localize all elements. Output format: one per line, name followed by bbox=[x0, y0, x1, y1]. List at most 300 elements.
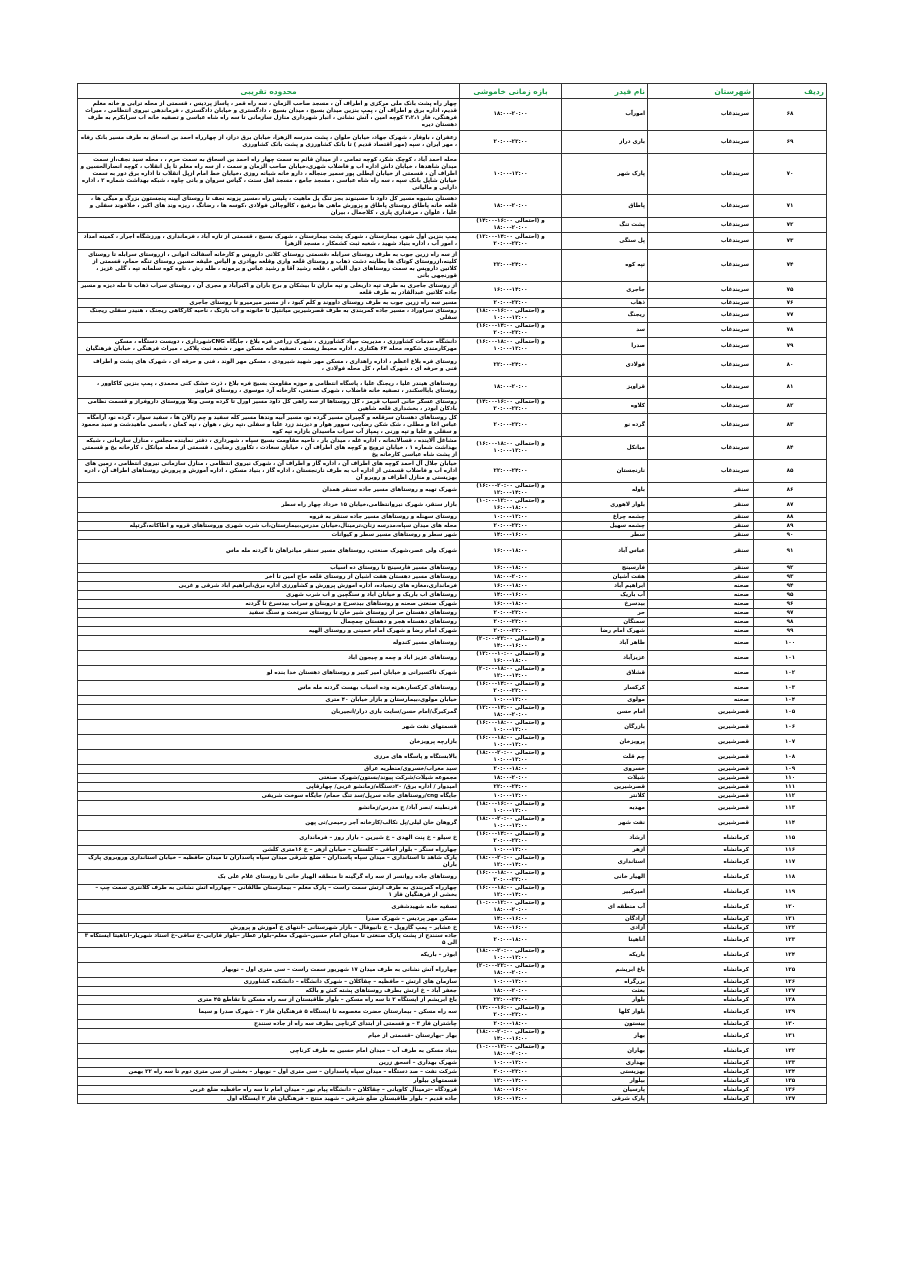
outage-time-cell: (احتمالی ۲۰:۰۰-۱۸:۰۰) و ۱۴:۰۰-۱۲:۰۰ bbox=[460, 855, 562, 870]
table-row bbox=[78, 540, 827, 564]
table-row bbox=[78, 299, 827, 308]
feeder-cell: میانکل bbox=[562, 437, 648, 460]
feeder-cell: قراویز bbox=[562, 377, 648, 399]
feeder-cell: ازهر bbox=[562, 846, 648, 855]
area-cell: روستاهای مسیر کندوله bbox=[78, 636, 460, 651]
row-number: ۷۱ bbox=[754, 195, 827, 218]
area-cell: باغ ابریشم از ایستگاه ۲ تا سه راه مسکن – بلوار طاقبستان از سه راه مسکن تا تقاطع ۴۵ متری bbox=[78, 996, 460, 1005]
table-row bbox=[78, 513, 827, 522]
feeder-cell: پارک شهر bbox=[562, 154, 648, 195]
area-cell: سه راه مسکن – بیمارستان حضرت معصومه تا ایستگاه ۵ فرهنگیان فاز ۲ – شهرک صدرا و سیما bbox=[78, 1005, 460, 1020]
table-row bbox=[78, 323, 827, 338]
table-row bbox=[78, 1095, 827, 1104]
city-cell: سربندغاب bbox=[648, 282, 754, 299]
outage-time-cell: ۲۰:۰۰-۱۸:۰۰ bbox=[460, 1020, 562, 1029]
outage-time-cell: ۲۰:۰۰-۲۲:۰۰ bbox=[460, 414, 562, 437]
outage-time-cell: ۱۶:۰۰-۱۸:۰۰ bbox=[460, 540, 562, 564]
table-row bbox=[78, 765, 827, 774]
table-row bbox=[78, 1005, 827, 1020]
area-cell: از سه راه زرین جوب به طرف روستای سرابله ،قسمتی روستای کلانی داروپس و کارخانه آسفالت انوانی ، ازروستای سرابله تا روستای کلینه،ازروستای کوتاک ها بطاینه دشت ذهاب و روستای قلعه واری وقلعه بهادری و الیاس خلیفه حسین روستای تنگه حمام، قسمتی از کلاتین داروپس به سمت روستاهای دول الیاس ، قلعه رشید آقا و رشید عباس و برمونه ، طله رش ، تاوه کوه سلمانه تپه ، گلی غزیز ، قورنجهی بانی bbox=[78, 250, 460, 282]
row-number: ۱۲۰ bbox=[754, 900, 827, 915]
outage-time-cell: (احتمالی ۱۴:۰۰-۱۶:۰۰) و ۲۲:۰۰-۲۰:۰۰ bbox=[460, 323, 562, 338]
feeder-cell: آزادی bbox=[562, 924, 648, 933]
row-number: ۱۳۵ bbox=[754, 1077, 827, 1086]
row-number: ۹۸ bbox=[754, 618, 827, 627]
area-cell: شرکت نفت – صد دستگاه – میدان سپاه پاسداران – سی متری اول – نوبهار – بخشی از سی متری دوم تا سه راه ۲۲ بهمن bbox=[78, 1068, 460, 1077]
row-number: ۹۰ bbox=[754, 531, 827, 540]
outage-time-cell: (احتمالی ۱۸:۰۰-۱۶:۰۰) و ۱۴:۰۰-۱۲:۰۰ bbox=[460, 885, 562, 900]
row-number: ۸۸ bbox=[754, 513, 827, 522]
city-cell: کرمانشاه bbox=[648, 978, 754, 987]
city-cell: قصرشیرین bbox=[648, 774, 754, 783]
table-row bbox=[78, 582, 827, 591]
area-cell: محله احمد آباد ، کوچک شکر، کوچه تمامی ، از میدان قائم به سمت چهار راه احمد بن اسحاق به سمت حرم ، ، محله سید نجف،از سمت میدان شاهدها ، خیابان داش اداره اب و فاضلاب شهری،خیابان صاحب الزمان و سمت ، از سه راه معلم تا پل انقلاب ، کوچه انصارالحسین و اطراف آن ، قسمتی از خیابان ایطلی پور سمیر جنجاله ، دارو خانه شبانه روزی ،خیابان خط امام ازپل انقلاب تا اداره برق دور به سمت خیابان شاپل بانک سپه ، سه راه شاه عباسی ، مسجد جامع ، مسجد اهل سنت ، گیاس سروان و بانی چاوه ، شبکه بهداشت شماره ۲ ، اداره دارایی و مالیاتی bbox=[78, 154, 460, 195]
row-number: ۱۱۶ bbox=[754, 846, 827, 855]
row-number: ۱۲۶ bbox=[754, 978, 827, 987]
outage-time-cell: ۱۰:۰۰-۱۲:۰۰ bbox=[460, 978, 562, 987]
feeder-cell: آب منطقه ای bbox=[562, 900, 648, 915]
outage-time-cell: ۱۴:۰۰-۱۶:۰۰ bbox=[460, 531, 562, 540]
row-number: ۹۶ bbox=[754, 600, 827, 609]
feeder-cell: طاهر آباد bbox=[562, 636, 648, 651]
area-cell: شهرک تاکسیرانی و خیابان امیر کبیر و روستاهای دهستان خدا بنده لو bbox=[78, 666, 460, 681]
outage-time-cell: ۱۶:۰۰-۱۸:۰۰ bbox=[460, 600, 562, 609]
table-row bbox=[78, 414, 827, 437]
outage-time-cell: (احتمالی ۱۲:۰۰-۱۰:۰۰) و ۲۰:۰۰-۱۸:۰۰ bbox=[460, 1044, 562, 1059]
table-row bbox=[78, 99, 827, 131]
table-header bbox=[78, 84, 827, 99]
outage-time-cell: ۱۸:۰۰-۱۶:۰۰ bbox=[460, 1086, 562, 1095]
feeder-cell: پارسیان bbox=[562, 1086, 648, 1095]
area-cell: تصفیه خانه شهیدشفری bbox=[78, 900, 460, 915]
city-cell: قصرشیرین bbox=[648, 801, 754, 816]
feeder-cell: الهیار خانی bbox=[562, 870, 648, 885]
area-cell: مسکن مهر پردیس – شهرک صدرا bbox=[78, 915, 460, 924]
outage-time-cell: (احتمالی ۱۸:۰۰-۲۰:۰۰) و ۱۴:۰۰-۱۲:۰۰ bbox=[460, 666, 562, 681]
feeder-cell: بیدسرخ bbox=[562, 600, 648, 609]
outage-time-cell: ۲۰:۰۰-۲۲:۰۰ bbox=[460, 522, 562, 531]
row-number: ۷۳ bbox=[754, 233, 827, 250]
area-cell: سازمان های ارتش – حافظیه – چقاکلان – شهرک دانشگاه – دانشکده کشاورزی bbox=[78, 978, 460, 987]
city-cell: سنقر bbox=[648, 513, 754, 522]
table-row bbox=[78, 154, 827, 195]
area-cell: زعفران ، باوفار ، شهرک جهاد، خیابان حلوان ، پشت مدرسه الزهرا، خیابان برق دراز، از چهارراه احمد بن اسحاق به طرف مسیر بانک رفاه ، مهر ایران ، سپه (مهر اقتصاد قدیم ) تا بانک کشاورزی و پشت بانک کشاورزی bbox=[78, 131, 460, 154]
feeder-cell: کلانتر bbox=[562, 792, 648, 801]
area-cell: کل روستاهای دهستان سرقلعه و گچیران مسیر گرده نو، مسیر آبیه وندها مسیر کله سفید و چم زالان ها ، سفید سوار ، گرده نو، آرامگاه عباس اغا و مطلی ، شک شکن رضایی، سوور هوار و دیزبند زرد علیا و سفلی ،تپه رش ، هوان ، تپه کمان ، یاسمی ماهیدشت و سید محمود و سفلی و علیا و تپه ورنی ، پمپاژ آب سراب ماسیدان بازاره تپه کوه bbox=[78, 414, 460, 437]
area-cell: شهرک امام رضا و شهرک امام خمینی و روستای الهیه bbox=[78, 627, 460, 636]
area-cell: فرنطینه /نصر آباد/ ج مدرس/زمانشو bbox=[78, 801, 460, 816]
feeder-cell: عباس آباد bbox=[562, 540, 648, 564]
row-number: ۸۶ bbox=[754, 483, 827, 498]
outage-time-cell: ۱۸:۰۰-۲۰:۰۰ bbox=[460, 573, 562, 582]
table-row bbox=[78, 1020, 827, 1029]
city-cell: سربندغاب bbox=[648, 233, 754, 250]
row-number: ۱۰۱ bbox=[754, 651, 827, 666]
area-cell: بازار سنقر، شهرک نیروانتظامی،خیابان ۱۵ خرداد چهار راه سطر bbox=[78, 498, 460, 513]
area-cell: روستاهای دهستاه هجر و دهستان چمچمال bbox=[78, 618, 460, 627]
area-cell: محله های میدان سپاه،مدرسه زنان،ترمینال،خیابان مدرس،بیمارستان،اب شرب شهری وروستاهای قروه و اطاکانه،گرتپله bbox=[78, 522, 460, 531]
city-cell: سربندغاب bbox=[648, 308, 754, 323]
outage-time-cell: ۲۲:۰۰-۲۴:۰۰ bbox=[460, 996, 562, 1005]
table-row bbox=[78, 618, 827, 627]
row-number: ۷۰ bbox=[754, 154, 827, 195]
feeder-cell: مولوی bbox=[562, 696, 648, 705]
city-cell: صحنه bbox=[648, 696, 754, 705]
area-cell: شهرک ولی عصر،شهرک صنعتی، روستاهای مسیر سنقر میانراهان تا گردنه مله ماس bbox=[78, 540, 460, 564]
row-number: ۱۲۷ bbox=[754, 987, 827, 996]
outage-time-cell: ۲۰:۰۰-۲۲:۰۰ bbox=[460, 618, 562, 627]
city-cell: کرمانشاه bbox=[648, 900, 754, 915]
table-row bbox=[78, 1077, 827, 1086]
table-row bbox=[78, 1059, 827, 1068]
area-cell bbox=[78, 218, 460, 233]
feeder-cell: خسروی bbox=[562, 765, 648, 774]
feeder-cell: بهداری bbox=[562, 1059, 648, 1068]
city-cell: کرمانشاه bbox=[648, 870, 754, 885]
city-cell: صحنه bbox=[648, 666, 754, 681]
city-cell: کرمانشاه bbox=[648, 996, 754, 1005]
city-cell: سربندغاب bbox=[648, 154, 754, 195]
table-row bbox=[78, 531, 827, 540]
row-number: ۱۱۴ bbox=[754, 816, 827, 831]
feeder-cell: شهرک امام رضا bbox=[562, 627, 648, 636]
area-cell: دانشگاه خدمات کشاورزی ، مدیریت جهاد کشاورزی ، شهرک زراعی فره بلاغ ، جایگاه CNGشهرداری ، دویست دستگاه ، مسکن مهرکارمندی شکوه، محله ۶۴ هکتاری ، اداره محیط زیست ، تصفیه خانه مسکن مهر ، شعبه ثبت پلاکی ، میراث فرهنگی ، خیابان فرهنگیان bbox=[78, 338, 460, 355]
row-number: ۱۰۵ bbox=[754, 705, 827, 720]
city-cell: سنقر bbox=[648, 498, 754, 513]
table-body bbox=[78, 99, 827, 1104]
area-cell: قسمتهای نفت شهر bbox=[78, 720, 460, 735]
feeder-cell: فارسینج bbox=[562, 564, 648, 573]
feeder-cell: سد bbox=[562, 323, 648, 338]
feeder-cell: باغ ابریشم bbox=[562, 963, 648, 978]
city-cell: کرمانشاه bbox=[648, 1068, 754, 1077]
row-number: ۹۴ bbox=[754, 582, 827, 591]
outage-time-cell: (احتمالی ۲۰:۰۰-۱۸:۰۰) و ۱۲:۰۰-۱۰:۰۰ bbox=[460, 750, 562, 765]
row-number: ۱۱۰ bbox=[754, 774, 827, 783]
city-cell: سربندغاب bbox=[648, 131, 754, 154]
feeder-cell: کلاوه bbox=[562, 399, 648, 414]
feeder-cell: بلوار کلها bbox=[562, 1005, 648, 1020]
area-cell: روستاهای جاده روانسر از سه راه گرگینه تا منطقه الهیار خانی تا روستای غلام علی بک bbox=[78, 870, 460, 885]
row-number: ۷۲ bbox=[754, 218, 827, 233]
table-row bbox=[78, 573, 827, 582]
table-row bbox=[78, 218, 827, 233]
area-cell: از روستای جاجری به طرف تپه داربعلی و تپه ماران تا بیشکان و برج باران و اکبرآباد و مجری آن ، روستای سراب ذهاب تا مله دیزه و مسیر جاده کلاتین عبدالقادر به طرف قلعه bbox=[78, 282, 460, 299]
table-row bbox=[78, 792, 827, 801]
area-cell: روستاهای هیندر علیا ، ریجنگ علیا ، پاسگاه انتظامی و حوزه مقاومت بسیج فره بلاغ ، ذرت خشک کنی محمدی ، پمپ بنزین کاکاوور ، روستای بابااسکندر ، تصفیه خانه فاضلاب ، شهرک صنعتی، کارخانه آرد موسوی ، روستای قراویز bbox=[78, 377, 460, 399]
outage-time-cell: (احتمالی ۱۶:۰۰-۱۸:۰۰) و ۱۲:۰۰-۱۰:۰۰ bbox=[460, 801, 562, 816]
outage-time-cell: ۱۰:۰۰-۱۲:۰۰ bbox=[460, 846, 562, 855]
row-number: ۱۰۸ bbox=[754, 750, 827, 765]
area-cell: چهار راه پشت بانک ملی مرکزی و اطراف آن ، مسجد صاحب الزمان ، سه راه قمر ، پاساژ پردیس ، قسمتی از محله ترابی و خانه معلم قدیم، اداره برق و اطراف آن ، پمپ بنزین میدان بسیج ، میدان بسیج ، دادگستری و خیابان دادگستری ، فرماندهی نیروی انتظامی ، میراث فرهنگی، فاز ۳،۲،۱ کوچه امین ، آتش نشانی ، انبار شهرداری منازل سازمانی تا سه راه شاه عباسی و تصفیه خانه اب سرابکرم به طرف دهستان دیره bbox=[78, 99, 460, 131]
outage-time-cell: ۱۸:۰۰-۲۰:۰۰ bbox=[460, 377, 562, 399]
outage-time-cell: ۱۲:۰۰-۱۴:۰۰ bbox=[460, 1077, 562, 1086]
row-number: ۱۱۱ bbox=[754, 783, 827, 792]
outage-time-cell: (احتمالی ۱۶:۰۰-۱۸:۰۰) و ۱۲:۰۰-۱۰:۰۰ bbox=[460, 308, 562, 323]
outage-time-cell: ۱۰:۰۰-۱۲:۰۰ bbox=[460, 513, 562, 522]
outage-time-cell: ۱۴:۰۰-۱۶:۰۰ bbox=[460, 915, 562, 924]
city-cell: قصرشیرین bbox=[648, 792, 754, 801]
table-row bbox=[78, 195, 827, 218]
area-cell: شهرک بهداری – اسحق زرین bbox=[78, 1059, 460, 1068]
city-cell: صحنه bbox=[648, 582, 754, 591]
area-cell: شهرک صنعتی صحنه و روستاهای بیدسرخ و دروبنان و سراب بیدسرخ تا گردنه bbox=[78, 600, 460, 609]
city-cell: صحنه bbox=[648, 681, 754, 696]
area-cell: بالابستگاه و پاسگاه های مرزی bbox=[78, 750, 460, 765]
feeder-cell: آناهیتا bbox=[562, 933, 648, 948]
city-cell: سربندغاب bbox=[648, 460, 754, 483]
outage-time-cell: (احتمالی ۱۶:۰۰-۱۴:۰۰) و ۲۰:۰۰-۱۸:۰۰ bbox=[460, 218, 562, 233]
area-cell: شهر سطر و روستاهای مسیر سطر و کیوانات bbox=[78, 531, 460, 540]
outage-table bbox=[77, 83, 827, 1104]
area-cell: روستاهای عزیز اباد و چمه و چیجون اباد bbox=[78, 651, 460, 666]
area-cell: روستای سهنله و روستاهای مسیر جاده سنقر به قروه bbox=[78, 513, 460, 522]
row-number: ۱۱۳ bbox=[754, 801, 827, 816]
feeder-cell: آب باریک bbox=[562, 591, 648, 600]
feeder-cell: چم قلت bbox=[562, 750, 648, 765]
area-cell: خیابان جلال آل احمد کوچه های اطراف آن ، اداره گاز و اطراف آن ، شهرک نیروی انتظامی ، منازل سازمانی نیروی انتظامی ، زمین های اداره اب و فاضلاب قسمتی از اداره اب به طرف نارنجستان ، اداره گاز ، بنیاد مسکن ، اداره آموزش و پرورش روستاهای اطراف آن ، ادره بهزیستی و منازل اطراف و روبرو آن bbox=[78, 460, 460, 483]
outage-time-cell: ۲۲:۰۰-۲۴:۰۰ bbox=[460, 250, 562, 282]
table-row bbox=[78, 846, 827, 855]
header-row-number: ردیف bbox=[754, 84, 827, 99]
outage-time-cell: (احتمالی ۱۸:۰۰-۱۶:۰۰) و ۱۲:۰۰-۱۰:۰۰ bbox=[460, 735, 562, 750]
outage-time-cell: ۱۴:۰۰-۱۶:۰۰ bbox=[460, 591, 562, 600]
row-number: ۱۱۲ bbox=[754, 792, 827, 801]
feeder-cell: سطر bbox=[562, 531, 648, 540]
table-row bbox=[78, 948, 827, 963]
feeder-cell: بزرگراه bbox=[562, 978, 648, 987]
outage-time-cell: ۱۶:۰۰-۱۴:۰۰ bbox=[460, 282, 562, 299]
city-cell: صحنه bbox=[648, 591, 754, 600]
city-cell: سربندغاب bbox=[648, 437, 754, 460]
row-number: ۸۱ bbox=[754, 377, 827, 399]
row-number: ۱۱۷ bbox=[754, 855, 827, 870]
city-cell: کرمانشاه bbox=[648, 1029, 754, 1044]
area-cell: خ سیلو – خ پنت الهدی – خ شیرین – بازار روز – فرمانداری bbox=[78, 831, 460, 846]
table-row bbox=[78, 720, 827, 735]
feeder-cell: سمنگان bbox=[562, 618, 648, 627]
feeder-cell: امورآب bbox=[562, 99, 648, 131]
row-number: ۹۱ bbox=[754, 540, 827, 564]
area-cell: چهارراه کمربندی به طرف ارتش سمت راست – پارک معلم – بیمارستان طالقانی – چهارراه آتش نشانی به طرف کلانتری سمت چپ – بخشی از فرهنگیان فاز ۱ bbox=[78, 885, 460, 900]
table-row bbox=[78, 963, 827, 978]
city-cell: کرمانشاه bbox=[648, 831, 754, 846]
outage-time-cell: (احتمالی ۲۲:۰۰-۲۰:۰۰) و ۱۶:۰۰-۱۴:۰۰ bbox=[460, 636, 562, 651]
row-number: ۱۲۸ bbox=[754, 996, 827, 1005]
outage-time-cell: ۲۰:۰۰-۱۸:۰۰ bbox=[460, 765, 562, 774]
table-row bbox=[78, 681, 827, 696]
city-cell: سنقر bbox=[648, 564, 754, 573]
row-number: ۸۹ bbox=[754, 522, 827, 531]
header-city: شهرستان bbox=[648, 84, 754, 99]
feeder-cell: بیلوار bbox=[562, 1077, 648, 1086]
area-cell: مجموعه شیلات/شرکت پیوند/بستون/شهرک صنعتی bbox=[78, 774, 460, 783]
outage-time-cell: (احتمالی ۱۴:۰۰-۱۶:۰۰) و ۲۲:۰۰-۲۰:۰۰ bbox=[460, 681, 562, 696]
table-row bbox=[78, 774, 827, 783]
feeder-cell: پارک شرقی bbox=[562, 1095, 648, 1104]
table-row bbox=[78, 233, 827, 250]
city-cell: سربندغاب bbox=[648, 377, 754, 399]
area-cell: بنیاد مسکن به طرف آب – میدان امام حسین به طرف کرناچی bbox=[78, 1044, 460, 1059]
area-cell: گمرکبرگ/امام حسن/سایت بازی درار/انجیربان bbox=[78, 705, 460, 720]
feeder-cell: صدرا bbox=[562, 338, 648, 355]
area-cell: امیدوار / اداره برق/ ۳۰دستگاه/زمانشو غربی/ چهارقاپی bbox=[78, 783, 460, 792]
area-cell: ابوذر – باریکه bbox=[78, 948, 460, 963]
city-cell: کرمانشاه bbox=[648, 915, 754, 924]
row-number: ۱۲۴ bbox=[754, 948, 827, 963]
area-cell: روستای سراوراد ، مسیر جاده کمربندی به طرف قصرشیرین میانتپل تا خانونه و اب بارنگ ، ناحیه کارگاهی ریجنگ ، هنیدر سفلی ریجنگ سفلی bbox=[78, 308, 460, 323]
area-cell: شهرک تهیه و روستاهای مسیر جاده سنقر همدان bbox=[78, 483, 460, 498]
table-row bbox=[78, 591, 827, 600]
table-row bbox=[78, 666, 827, 681]
feeder-cell: باری دراز bbox=[562, 131, 648, 154]
area-cell: روستاهای دهستان حر از روستای شیر خان تا روستای سرتخت و سنگ سفید bbox=[78, 609, 460, 618]
area-cell: بازارچه پرویزخان bbox=[78, 735, 460, 750]
outage-schedule-sheet bbox=[77, 83, 826, 1104]
feeder-cell: بیستون bbox=[562, 1020, 648, 1029]
city-cell: سربندغاب bbox=[648, 195, 754, 218]
city-cell: کرمانشاه bbox=[648, 963, 754, 978]
city-cell: سربندغاب bbox=[648, 299, 754, 308]
table-row bbox=[78, 885, 827, 900]
outage-time-cell: ۲۰:۰۰-۲۲:۰۰ bbox=[460, 627, 562, 636]
area-cell: سید معراب/خسروی/منظریه عراق bbox=[78, 765, 460, 774]
feeder-cell: بهزیستی bbox=[562, 1068, 648, 1077]
row-number: ۸۰ bbox=[754, 355, 827, 377]
row-number: ۱۰۰ bbox=[754, 636, 827, 651]
feeder-cell: جاجری bbox=[562, 282, 648, 299]
area-cell: جایگاه cng/روستاهای جاده سرپل/سد تنگ حمام/ جایگاه سوخت شریفی bbox=[78, 792, 460, 801]
table-row bbox=[78, 522, 827, 531]
outage-time-cell: (احتمالی ۱۸:۰۰-۱۶:۰۰) و ۲۲:۰۰-۲۰:۰۰ bbox=[460, 870, 562, 885]
area-cell: روستاهای مسیر دهستان هفت اشیان از روستای قلعه حاج امین تا اخر bbox=[78, 573, 460, 582]
city-cell: سربندغاب bbox=[648, 355, 754, 377]
feeder-cell: بازرگان bbox=[562, 720, 648, 735]
outage-time-cell: ۱۸:۰۰-۲۰:۰۰ bbox=[460, 99, 562, 131]
row-number: ۱۲۹ bbox=[754, 1005, 827, 1020]
row-number: ۱۳۶ bbox=[754, 1086, 827, 1095]
table-row bbox=[78, 437, 827, 460]
outage-time-cell: (احتمالی ۱۴:۰۰-۱۲:۰۰) و ۲۲:۰۰-۲۰:۰۰ bbox=[460, 233, 562, 250]
row-number: ۸۲ bbox=[754, 399, 827, 414]
city-cell: قصرشیرین bbox=[648, 750, 754, 765]
outage-time-cell: ۲۰:۰۰-۲۲:۰۰ bbox=[460, 299, 562, 308]
row-number: ۱۳۳ bbox=[754, 1059, 827, 1068]
area-cell: خیابان مولوی،بیمارستان و بازار خیابان ۴۰ متری bbox=[78, 696, 460, 705]
city-cell: صحنه bbox=[648, 618, 754, 627]
area-cell: چهارراه سنگر – بلوار اجاقی – کلستان – خیابان ازهر – خ ۱۶متری کلشن bbox=[78, 846, 460, 855]
feeder-cell: پل ستگی bbox=[562, 233, 648, 250]
table-row bbox=[78, 564, 827, 573]
row-number: ۹۷ bbox=[754, 609, 827, 618]
feeder-cell: شیلات bbox=[562, 774, 648, 783]
feeder-cell: مهدیه bbox=[562, 801, 648, 816]
outage-time-cell: ۱۰:۰۰-۱۲:۰۰ bbox=[460, 154, 562, 195]
outage-time-cell: (احتمالی ۱۴:۰۰-۱۶:۰۰) و ۲۲:۰۰-۲۰:۰۰ bbox=[460, 831, 562, 846]
table-row bbox=[78, 338, 827, 355]
row-number: ۱۳۲ bbox=[754, 1044, 827, 1059]
table-row bbox=[78, 377, 827, 399]
feeder-cell: فولادی bbox=[562, 355, 648, 377]
city-cell: کرمانشاه bbox=[648, 948, 754, 963]
row-number: ۱۲۵ bbox=[754, 963, 827, 978]
outage-time-cell: ۱۰:۰۰-۱۲:۰۰ bbox=[460, 1059, 562, 1068]
table-row bbox=[78, 498, 827, 513]
row-number: ۸۳ bbox=[754, 414, 827, 437]
feeder-cell: چشمه چراغ bbox=[562, 513, 648, 522]
table-row bbox=[78, 783, 827, 792]
row-number: ۱۰۳ bbox=[754, 681, 827, 696]
city-cell: سربندغاب bbox=[648, 338, 754, 355]
outage-time-cell: (احتمالی ۲۰:۰۰-۱۸:۰۰) و ۱۶:۰۰-۱۴:۰۰ bbox=[460, 1029, 562, 1044]
header-area: محدوده تقریبی bbox=[78, 84, 460, 99]
table-row bbox=[78, 816, 827, 831]
city-cell: کرمانشاه bbox=[648, 1086, 754, 1095]
table-row bbox=[78, 924, 827, 933]
row-number: ۱۰۷ bbox=[754, 735, 827, 750]
table-row bbox=[78, 915, 827, 924]
table-row bbox=[78, 987, 827, 996]
table-row bbox=[78, 900, 827, 915]
city-cell: کرمانشاه bbox=[648, 885, 754, 900]
feeder-cell: باوله bbox=[562, 483, 648, 498]
row-number: ۱۳۴ bbox=[754, 1068, 827, 1077]
city-cell: قصرشیرین bbox=[648, 735, 754, 750]
feeder-cell: حر bbox=[562, 609, 648, 618]
city-cell: کرمانشاه bbox=[648, 1095, 754, 1104]
row-number: ۱۱۹ bbox=[754, 885, 827, 900]
outage-time-cell: ۱۸:۰۰-۲۰:۰۰ bbox=[460, 195, 562, 218]
area-cell: چهارراه آتش نشانی به طرف میدان ۱۷ شهریور سمت راست – سی متری اول – نوبهار bbox=[78, 963, 460, 978]
table-row bbox=[78, 651, 827, 666]
outage-time-cell: ۲۲:۰۰-۲۴:۰۰ bbox=[460, 355, 562, 377]
table-row bbox=[78, 933, 827, 948]
row-number: ۷۷ bbox=[754, 308, 827, 323]
area-cell: جاده قدیم – بلوار طاقبستان ضلع شرقی – شهید منتج – فرهنگیان فاز ۲ ایستگاه اول bbox=[78, 1095, 460, 1104]
city-cell: سربندغاب bbox=[648, 99, 754, 131]
row-number: ۷۴ bbox=[754, 250, 827, 282]
table-row bbox=[78, 831, 827, 846]
outage-time-cell: ۲۰:۰۰-۲۲:۰۰ bbox=[460, 609, 562, 618]
feeder-cell: عزیزآباد bbox=[562, 651, 648, 666]
table-row bbox=[78, 705, 827, 720]
table-row bbox=[78, 870, 827, 885]
city-cell: کرمانشاه bbox=[648, 855, 754, 870]
city-cell: صحنه bbox=[648, 627, 754, 636]
row-number: ۷۶ bbox=[754, 299, 827, 308]
outage-time-cell: (احتمالی ۱۰:۰۰-۱۲:۰۰) و ۱۸:۰۰-۱۶:۰۰ bbox=[460, 651, 562, 666]
row-number: ۱۳۰ bbox=[754, 1020, 827, 1029]
row-number: ۶۸ bbox=[754, 99, 827, 131]
table-row bbox=[78, 735, 827, 750]
area-cell: پارک شاهد تا استانداری – میدان سپاه پاسداران – ضلع شرقی میدان سپاه پاسداران تا میدان حافظیه – خیابان استانداری وروبروی پارک باران bbox=[78, 855, 460, 870]
feeder-cell: ابراهیم آباد bbox=[562, 582, 648, 591]
city-cell: سربندغاب bbox=[648, 399, 754, 414]
city-cell: صحنه bbox=[648, 609, 754, 618]
feeder-cell: هفت آشیان bbox=[562, 573, 648, 582]
city-cell: قصرشیرین bbox=[648, 720, 754, 735]
feeder-cell: استانداری bbox=[562, 855, 648, 870]
area-cell: جاده سنندج از پشت پارک صنعتی تا میدان امام حسین–شهرک معلم–بلوار عطار –بلوار فارابی–خ ساقی–خ استاد شهریار–آناهیتا ایستگاه ۳ الی ۵ bbox=[78, 933, 460, 948]
table-row bbox=[78, 627, 827, 636]
city-cell: کرمانشاه bbox=[648, 1005, 754, 1020]
city-cell: سنقر bbox=[648, 573, 754, 582]
city-cell: سربندغاب bbox=[648, 250, 754, 282]
feeder-cell: قشلاق bbox=[562, 666, 648, 681]
outage-time-cell: (احتمالی ۱۸:۰۰-۱۶:۰۰) و ۱۲:۰۰-۱۰:۰۰ bbox=[460, 720, 562, 735]
city-cell: قصرشیرین bbox=[648, 765, 754, 774]
feeder-cell: بهاران bbox=[562, 1044, 648, 1059]
